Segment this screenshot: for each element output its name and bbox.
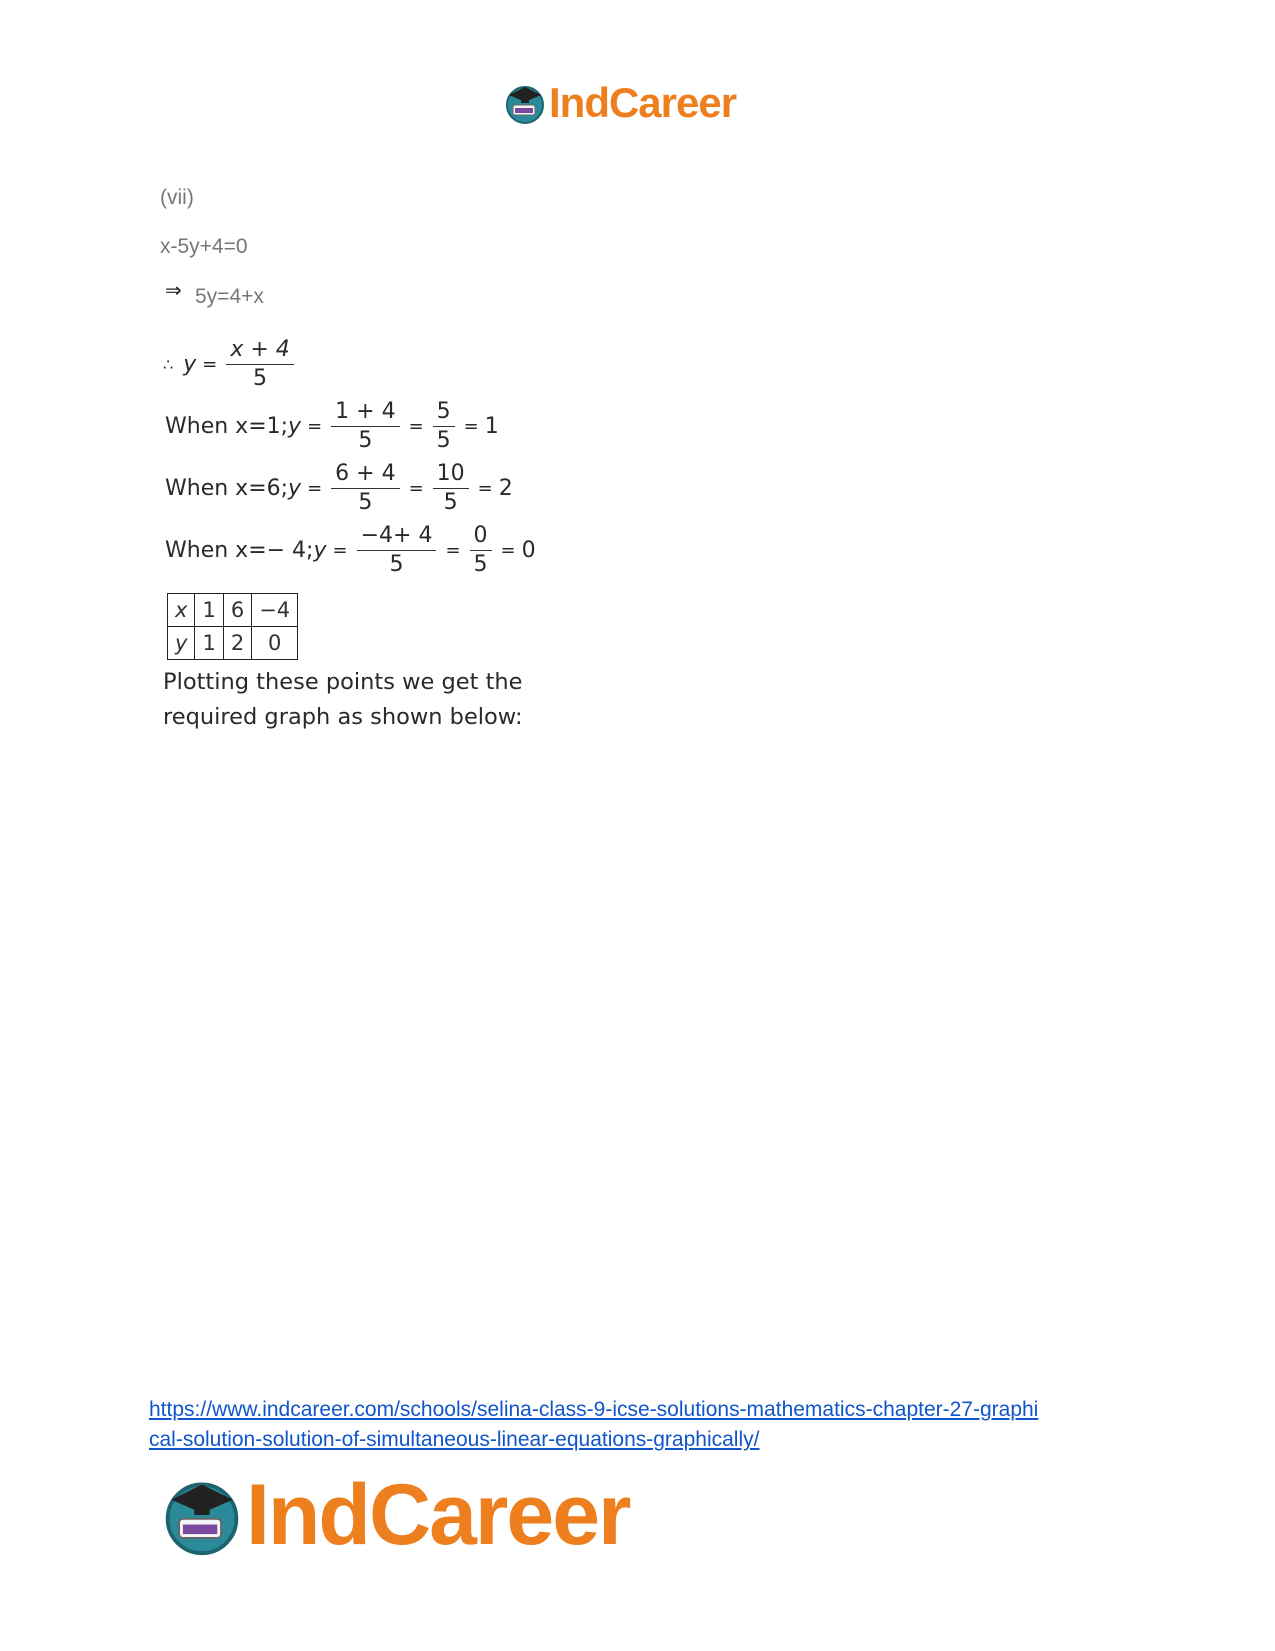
calc-var: y <box>288 414 302 440</box>
calc-result: 1 <box>484 414 499 440</box>
calc-prefix: When x=1; <box>165 414 289 440</box>
source-link-line-2[interactable]: cal-solution-solution-of-simultaneous-linear-equations-graphically/ <box>149 1428 760 1451</box>
calc-den1: 5 <box>358 490 373 516</box>
header-logo-text: IndCareer <box>549 79 737 126</box>
calculation-row: When x=6; y = $\frac{6 + 4}{5}$ = $\frac{10}{5}$ = 2 <box>165 461 513 516</box>
table-cell: 0 <box>252 627 298 660</box>
calc-var: y <box>313 538 327 564</box>
solved-denominator: 5 <box>253 366 268 392</box>
calculation-row: When x=− 4; y = $\frac{-4+ 4}{5}$ = $\frac{0}{5}$ = 0 <box>165 523 536 578</box>
calc-num2: 10 <box>433 462 469 489</box>
calc-num1: 6 + 4 <box>331 462 399 489</box>
table-cell: y <box>168 627 195 660</box>
values-table <box>167 593 298 660</box>
conclusion-line: Plotting these points we get the <box>163 669 523 695</box>
calc-num1: −4+ 4 <box>357 524 437 551</box>
footer-logo-text: IndCareer <box>246 1466 630 1563</box>
calc-var: y <box>288 476 302 502</box>
calc-den1: 5 <box>389 552 404 578</box>
calc-fraction-2 <box>433 400 455 453</box>
rearranged-equation: 5y=4+x <box>195 285 264 308</box>
conclusion-text <box>163 665 543 735</box>
table-cell: x <box>168 594 195 627</box>
table-cell: 1 <box>195 627 223 660</box>
table-row <box>168 627 298 660</box>
table-cell: 1 <box>195 594 223 627</box>
calc-result: 0 <box>521 538 536 564</box>
calc-den2: 5 <box>443 490 458 516</box>
table-cell: 6 <box>223 594 251 627</box>
table-cell: 2 <box>223 627 251 660</box>
calc-den1: 5 <box>358 428 373 454</box>
calc-prefix: When x=6; <box>165 476 289 502</box>
graduation-globe-icon <box>160 1473 244 1557</box>
solved-var: y <box>183 352 197 378</box>
source-link[interactable] <box>149 1395 1129 1455</box>
calc-fraction-1 <box>331 400 399 453</box>
solved-equals: = <box>202 354 218 376</box>
calc-prefix: When x=− 4; <box>165 538 314 564</box>
calculation-row: When x=1; y = $\frac{1 + 4}{5}$ = $\frac{5}{5}$ = 1 <box>165 399 499 454</box>
calc-fraction-2 <box>470 524 492 577</box>
calc-num2: 5 <box>433 400 455 427</box>
implies-arrow: ⇒ <box>165 280 182 302</box>
calc-num2: 0 <box>470 524 492 551</box>
calc-fraction-1 <box>357 524 437 577</box>
solved-equation <box>163 338 297 391</box>
table-row <box>168 594 298 627</box>
calc-fraction-2 <box>433 462 469 515</box>
calc-den2: 5 <box>436 428 451 454</box>
equation: x-5y+4=0 <box>160 235 248 258</box>
calc-result: 2 <box>498 476 513 502</box>
table-cell: −4 <box>252 594 298 627</box>
therefore-symbol: ∴ <box>163 355 174 375</box>
solved-numerator: x + 4 <box>226 338 293 365</box>
header-logo <box>503 80 736 126</box>
calc-num1: 1 + 4 <box>331 400 399 427</box>
solved-fraction <box>226 338 293 391</box>
calc-den2: 5 <box>473 552 488 578</box>
graduation-globe-icon <box>503 81 547 125</box>
footer-logo <box>160 1466 630 1563</box>
calc-fraction-1 <box>331 462 399 515</box>
section-label: (vii) <box>160 186 194 209</box>
conclusion-line: required graph as shown below: <box>163 704 523 730</box>
source-link-line-1[interactable]: https://www.indcareer.com/schools/selina-class-9-icse-solutions-mathematics-chapter-27-graphi <box>149 1398 1039 1421</box>
